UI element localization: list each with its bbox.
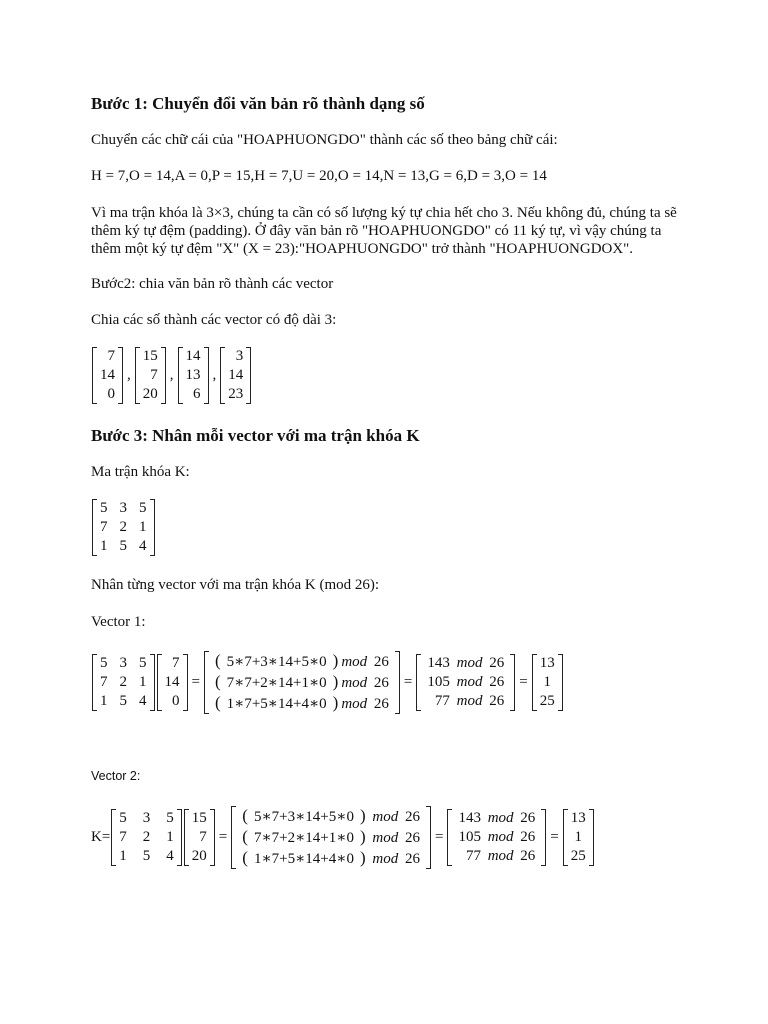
vector-1: 7 14 0 (92, 347, 123, 404)
vector2-expressions: ( 5∗7+3∗14+5∗0 ) mod 26 ( 7∗7+2∗14+1∗0 ) mod 26 ( 1∗7+5∗14+4∗0 ) mod 26 (231, 806, 431, 869)
step1-intro: Chuyển các chữ cái của "HOAPHUONGDO" thành các số theo bảng chữ cái: (91, 132, 558, 148)
vector1-label: Vector 1: (91, 614, 146, 630)
vector-separator: , (212, 367, 217, 383)
key-matrix: 5 3 5 7 2 1 1 5 4 (92, 654, 155, 711)
vector2-products: 143 mod 26 105 mod 26 77 mod 26 (447, 809, 546, 866)
vector-4: 3 14 23 (220, 347, 251, 404)
key-matrix: 5 3 5 7 2 1 1 5 4 (111, 809, 182, 866)
multiply-note: Nhân từng vector với ma trận khóa K (mod 26): (91, 577, 380, 593)
equals-sign: = (434, 829, 444, 845)
vector-2: 15 7 20 (135, 347, 166, 404)
vector1-expressions: ( 5∗7+3∗14+5∗0 ) mod 26 ( 7∗7+2∗14+1∗0 ) mod 26 ( 1∗7+5∗14+4∗0 ) mod 26 (204, 651, 400, 714)
letter-mapping: H = 7,O = 14,A = 0,P = 15,H = 7,U = 20,O = 14,N = 13,G = 6,D = 3,O = 14 (91, 168, 547, 184)
key-matrix-block (91, 499, 156, 556)
equals-sign: = (519, 674, 528, 690)
vector2-label: Vector 2: (91, 769, 141, 783)
step2-heading: Bước2: chia văn bản rõ thành các vector (91, 276, 334, 292)
step3-heading: Bước 3: Nhân mỗi vector với ma trận khóa K (91, 426, 420, 445)
vector1-equation (91, 651, 564, 714)
key-matrix: 5 3 5 7 2 1 1 5 4 (92, 499, 155, 556)
vector1-products: 143 mod 26 105 mod 26 77 mod 26 (416, 654, 515, 711)
vector2-equation (91, 806, 595, 869)
key-label: Ma trận khóa K: (91, 464, 190, 480)
equals-sign: = (550, 829, 559, 845)
step1-heading: Bước 1: Chuyển đổi văn bản rõ thành dạng số (91, 94, 425, 113)
plaintext-vectors (91, 347, 252, 404)
padding-note: Vì ma trận khóa là 3×3, chúng ta cần có số lượng ký tự chia hết cho 3. Nếu không đủ, chúng ta sẽ thêm ký tự đệm (padding). Ở đây văn bản rõ "HOAPHUONGDO" có 11 ký tự, vì vậy chúng ta thêm một ký tự đệm "X" (X = 23):"HOAPHUONGDO" trở thành "HOAPHUONGDOX". (91, 205, 677, 257)
step2-intro: Chia các số thành các vector có độ dài 3: (91, 312, 337, 328)
vector1-column: 7 14 0 (157, 654, 188, 711)
equals-sign: = (191, 674, 200, 690)
vector1-result: 13 1 25 (532, 654, 563, 711)
vector-separator: , (127, 367, 131, 383)
vector2-prefix: K= (91, 829, 111, 845)
vector2-column: 15 7 20 (184, 809, 215, 866)
vector2-result: 13 1 25 (563, 809, 594, 866)
vector-3: 14 13 6 (178, 347, 209, 404)
equals-sign: = (403, 674, 413, 690)
vector-separator: , (169, 367, 174, 383)
equals-sign: = (218, 829, 228, 845)
